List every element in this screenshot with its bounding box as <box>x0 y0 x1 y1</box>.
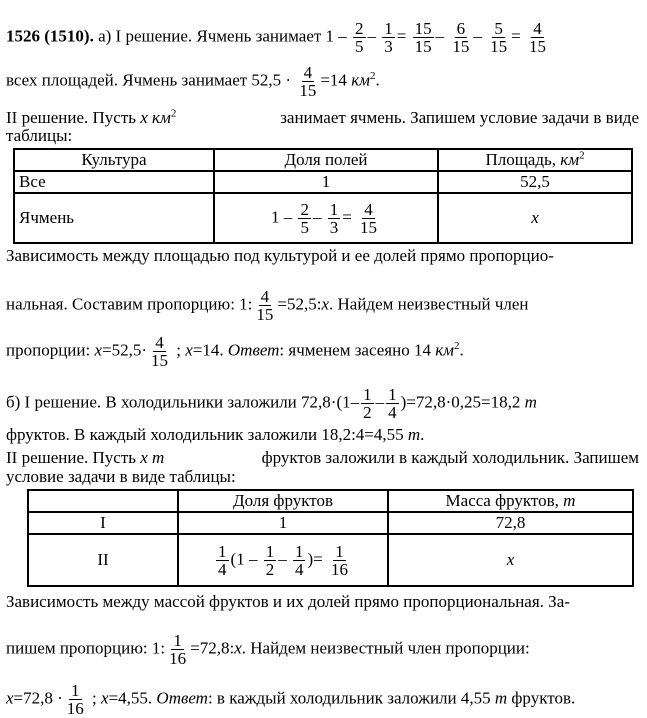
a-line-2: всех площадей. Ячмень занимает 52,5 · $\frac{4}{15}$ =14 $км^2$. <box>6 63 380 100</box>
a-dep-1: Зависимость между площадью под культурой и ее долей прямо пропорцио- <box>6 246 554 265</box>
table-a: Культура Доля полей Площадь, $км^2$ Все 1 52,5 Ячмень 1 – $\frac{2}{5}$ – $\frac{1}{3}$ = $\frac{4}{15}$ x <box>13 148 633 244</box>
fraction: $\frac{4}{15}$ <box>528 19 546 56</box>
fraction: $\frac{6}{15}$ <box>452 19 470 56</box>
b-line-3: II решение. Пусть x т фруктов заложили в каждый холодильник. Запишем <box>6 448 639 467</box>
a-line-4: таблицы: <box>6 126 73 145</box>
b-line-4: условие задачи в виде таблицы: <box>6 467 236 486</box>
fraction: $\frac{1}{2}$ <box>265 541 275 579</box>
fraction: $\frac{1}{3}$ <box>384 19 393 56</box>
b-dep-1: Зависимость между массой фруктов и их долей прямо пропорциональная. За- <box>6 592 570 611</box>
fraction: $\frac{4}{15}$ <box>360 199 378 237</box>
table-b: Доля фруктов Массa фруктов, т I 1 72,8 II $\frac{1}{4}$ (1 – $\frac{1}{2}$ – $\frac{1}{4}$ )= $\frac{1}{16}$ x <box>27 489 634 587</box>
b-dep-3: x=72,8 · $\frac{1}{16}$ ; x=4,55. Ответ: в каждый холодильник заложили 4,55 т фруктов. <box>6 681 576 718</box>
b-dep-2: пишем пропорцию: 1: $\frac{1}{16}$ =72,8:x. Найдем неизвестный член пропорции: <box>6 631 530 668</box>
fraction: $\frac{1}{4}$ <box>294 541 304 579</box>
fraction: $\frac{1}{4}$ <box>388 385 397 422</box>
fraction: $\frac{4}{15}$ <box>256 287 274 324</box>
fraction: $\frac{1}{16}$ <box>330 541 348 579</box>
fraction: $\frac{1}{3}$ <box>329 199 339 237</box>
fraction: $\frac{2}{5}$ <box>355 19 364 56</box>
fraction: $\frac{1}{2}$ <box>363 385 372 422</box>
b-line-1: б) I решение. В холодильники заложили 72,8·(1– $\frac{1}{2}$ – $\frac{1}{4}$ )=72,8·0,25=18,2 т <box>6 385 537 422</box>
a-dep-3: пропорции: x=52,5· $\frac{4}{15}$ ; x=14. Ответ: ячменем засеяно 14 $км^2$. <box>6 333 464 370</box>
fraction: $\frac{1}{4}$ <box>218 541 227 579</box>
fraction: $\frac{5}{15}$ <box>490 19 508 56</box>
problem-number: 1526 (1510). <box>6 26 94 46</box>
fraction: $\frac{1}{16}$ <box>169 631 187 668</box>
fraction: $\frac{1}{16}$ <box>66 681 84 718</box>
a-line-3: II решение. Пусть x $км^2$ занимает ячмень. Запишем условие задачи в виде <box>6 107 639 127</box>
fraction: $\frac{15}{15}$ <box>414 19 432 56</box>
fraction: $\frac{4}{15}$ <box>299 63 317 100</box>
fraction: $\frac{4}{15}$ <box>151 333 169 370</box>
a-dep-2: нальная. Составим пропорцию: 1: $\frac{4}{15}$ =52,5:x. Найдем неизвестный член <box>6 287 529 324</box>
a-line-1: 1526 (1510). а) I решение. Ячмень занимает 1 – $\frac{2}{5}$ – $\frac{1}{3}$ = $\frac{15}{15}$ – $\frac{6}{15}$ – $\frac{5}{15}$ = $\frac{4}{15}$ <box>6 19 546 56</box>
fraction: $\frac{2}{5}$ <box>300 199 309 237</box>
b-line-2: фруктов. В каждый холодильник заложили 18,2:4=4,55 т. <box>6 425 425 444</box>
